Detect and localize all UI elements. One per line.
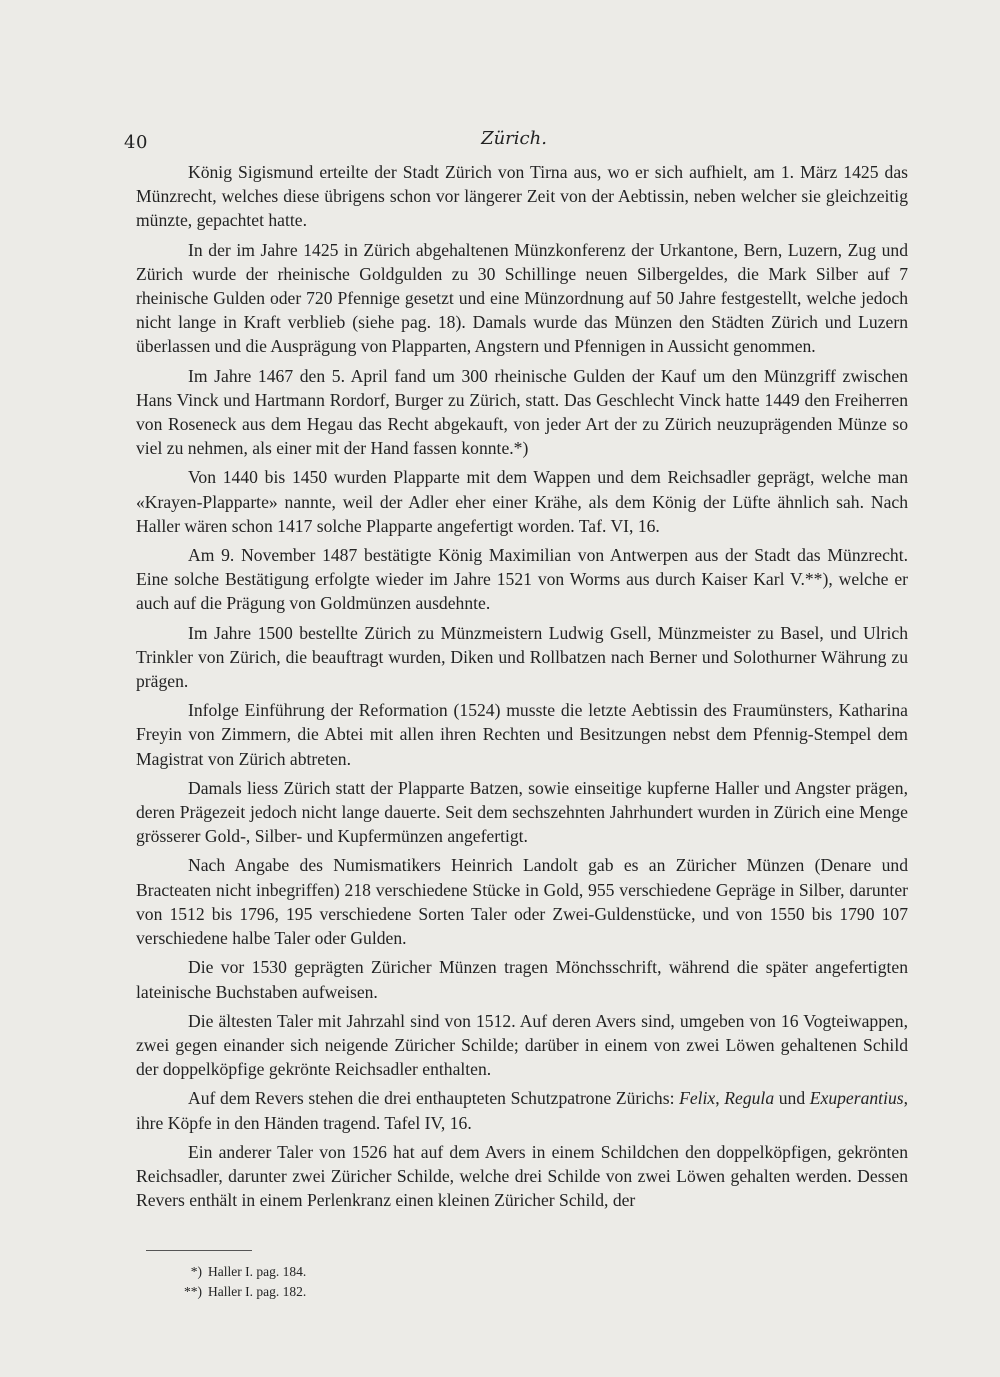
paragraph-3: Im Jahre 1467 den 5. April fand um 300 rheinische Gulden der Kauf um den Münzgriff zwischen Hans Vinck und Hartmann Rordorf, Burger zu Zürich, statt. Das Geschlecht Vinck hatte 1449 den Freiherren von Roseneck aus dem Hegau das Recht abgekauft, von jeder Art der zu Zürich neuzuprägenden Münze so viel zu nehmen, als einer mit der Hand fassen konnte.*) (136, 365, 908, 459)
paragraph-8: Damals liess Zürich statt der Plapparte Batzen, sowie einseitige kupferne Haller und Angster prägen, deren Prägezeit jedoch nicht lange dauerte. Seit dem sechszehnten Jahrhundert wurden in Zürich eine Menge grösserer Gold-, Silber- und Kupfermünzen angefertigt. (136, 777, 908, 847)
running-title: Zürich. (481, 128, 547, 149)
name-exuperantius: Exuperantius (809, 1088, 904, 1109)
paragraph-7: Infolge Einführung der Reformation (1524) musste die letzte Aebtissin des Fraumünsters, Katharina Freyin von Zimmern, die Abtei mit allen ihren Rechten und Besitzungen nebst dem Pfennig-Stempel dem Magistrat von Zürich abtreten. (136, 700, 908, 769)
name-felix: Felix (679, 1088, 716, 1109)
paragraph-2: In der im Jahre 1425 in Zürich abgehaltenen Münzkonferenz der Urkantone, Bern, Luzern, Zug und Zürich wurde der rheinische Goldgulden zu 30 Schillinge neuen Silbergeldes, die Mark Silber auf 7 rheinische Gulden oder 720 Pfennige gesetzt und eine Münzordnung auf 50 Jahre festgestellt, welche jedoch nicht lange in Kraft verblieb (siehe pag. 18). Damals wurde das Münzen den Städten Zürich und Luzern überlassen und die Ausprägung von Plapparten, Angstern und Pfennigen in Aussicht genommen. (136, 239, 908, 357)
paragraph-12-text-a: Auf dem Revers stehen die drei enthaupteten Schutzpatrone Zürichs: (188, 1088, 680, 1109)
footnote-mark: **) (184, 1284, 202, 1299)
paragraph-13: Ein anderer Taler von 1526 hat auf dem Avers in einem Schildchen den doppelköpfigen, gekrönten Reichsadler, darunter zwei Züricher Schilde, welche drei Schilde von zwei Löwen gehalten werden. Dessen Revers enthält in einem Perlenkranz einen kleinen Züricher Schild, der (136, 1141, 908, 1211)
footnote-rule (146, 1250, 252, 1251)
paragraph-11: Die ältesten Taler mit Jahrzahl sind von 1512. Auf deren Avers sind, umgeben von 16 Vogteiwappen, zwei gegen einander sich neigende Züricher Schilde; darüber in einem von zwei Löwen gehaltenen Schild der doppelköpfige gekrönte Reichsadler enthalten. (136, 1010, 908, 1080)
paragraph-4: Von 1440 bis 1450 wurden Plapparte mit dem Wappen und dem Reichsadler geprägt, welche man «Krayen-Plapparte» nannte, weil der Adler eher einer Krähe, als dem König der Lüfte ähnlich sah. Nach Haller wären schon 1417 solche Plapparte angefertigt worden. Taf. VI, 16. (136, 467, 908, 536)
paragraph-12-sep-1: , (715, 1088, 725, 1109)
paragraph-6: Im Jahre 1500 bestellte Zürich zu Münzmeistern Ludwig Gsell, Münzmeister zu Basel, und Ulrich Trinkler von Zürich, die beauftragt wurden, Diken und Rollbatzen nach Berner und Solothurner Währung zu prägen. (136, 622, 908, 692)
footnotes (166, 1262, 306, 1302)
footnote-2 (166, 1282, 306, 1302)
paragraph-10: Die vor 1530 geprägten Züricher Münzen tragen Mönchsschrift, während die später angefertigten lateinische Buchstaben aufweisen. (136, 957, 908, 1002)
footnote-text: Haller I. pag. 182. (208, 1284, 307, 1299)
body-text (136, 160, 908, 1217)
paragraph-12 (136, 1086, 908, 1134)
paragraph-9: Nach Angabe des Numismatikers Heinrich Landolt gab es an Züricher Münzen (Denare und Bracteaten nicht inbegriffen) 218 verschiedene Stücke in Gold, 955 verschiedene Gepräge in Silber, darunter von 1512 bis 1796, 195 verschiedene Sorten Taler oder Zwei-Guldenstücke, und von 1550 bis 1790 107 verschiedene halbe Taler oder Gulden. (136, 855, 908, 949)
page-number: 40 (124, 132, 148, 153)
footnote-text: Haller I. pag. 184. (208, 1264, 307, 1279)
paragraph-5: Am 9. November 1487 bestätigte König Maximilian von Antwerpen aus der Stadt das Münzrecht. Eine solche Bestätigung erfolgte wieder im Jahre 1521 von Worms aus durch Kaiser Karl V.**), welche er auch auf die Prägung von Goldmünzen ausdehnte. (136, 545, 908, 614)
page-header (124, 128, 904, 158)
footnote-mark: *) (190, 1264, 202, 1279)
paragraph-1: König Sigismund erteilte der Stadt Zürich von Tirna aus, wo er sich aufhielt, am 1. März 1425 das Münzrecht, welches diese übrigens schon vor längerer Zeit von der Aebtissin, neben welcher sie gleichzeitig münzte, gepachtet hatte. (136, 162, 908, 231)
paragraph-12-text-b: , ihre Köpfe in den Händen tragend. Tafel IV, 16. (136, 1088, 909, 1133)
paragraph-12-sep-2: und (774, 1088, 810, 1109)
name-regula: Regula (724, 1088, 775, 1109)
footnote-1 (166, 1262, 306, 1282)
